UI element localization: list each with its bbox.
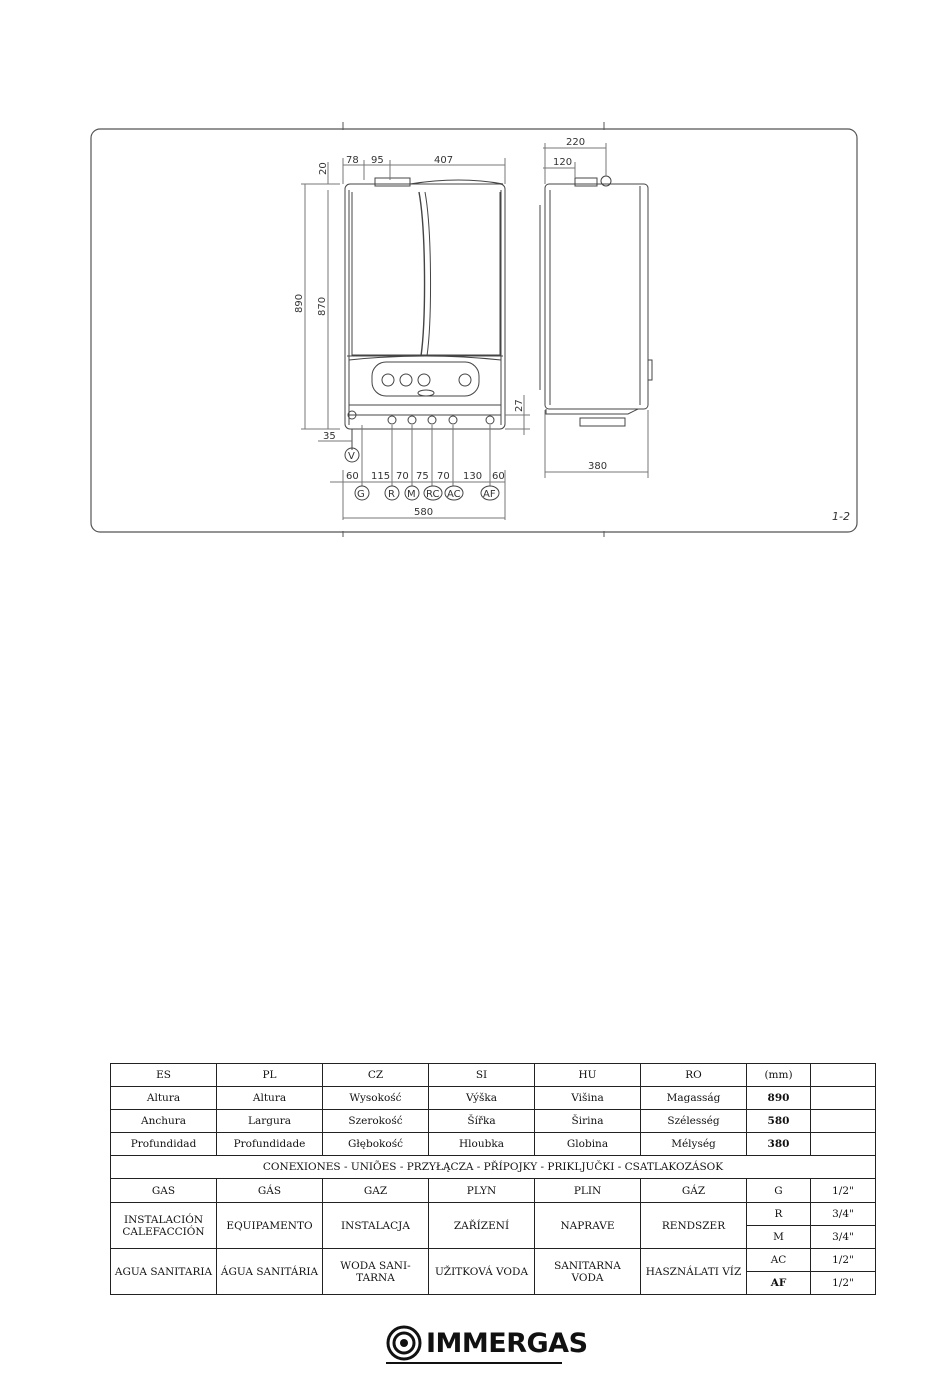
overall-width-580: 580 <box>414 507 434 518</box>
table-cell: Hloubka <box>429 1133 535 1156</box>
side-view <box>540 143 652 478</box>
side-dim-120: 120 <box>553 157 573 168</box>
table-cell: INSTALACIÓN CALEFACCIÓN <box>111 1203 217 1249</box>
header-cell <box>811 1064 876 1087</box>
table-cell: Anchura <box>111 1110 217 1133</box>
spacing-70-b: 70 <box>437 471 450 482</box>
connection-rc: RC <box>426 489 440 500</box>
dim-27: 27 <box>514 399 525 412</box>
dim-35: 35 <box>323 431 336 442</box>
table-cell: Výška <box>429 1087 535 1110</box>
table-cell: Altura <box>111 1087 217 1110</box>
brand-logo <box>386 1325 588 1365</box>
connection-size-cell: 1/2" <box>811 1249 876 1272</box>
connections-title-row <box>111 1156 876 1179</box>
table-cell: HASZNÁLATI VÍZ <box>641 1249 747 1295</box>
dim-407: 407 <box>434 155 454 166</box>
table-cell: Globina <box>535 1133 641 1156</box>
table-cell: NAPRAVE <box>535 1203 641 1249</box>
connection-size-cell: 1/2" <box>811 1272 876 1295</box>
connection-size-cell: 3/4" <box>811 1226 876 1249</box>
table-cell: Magasság <box>641 1087 747 1110</box>
table-cell: Višina <box>535 1087 641 1110</box>
connection-af: AF <box>483 489 496 500</box>
side-dim-220: 220 <box>566 137 586 148</box>
connection-code-cell: AF <box>747 1272 811 1295</box>
dimensions-connections-table <box>110 1063 876 1295</box>
side-depth-380: 380 <box>588 461 608 472</box>
spacing-70-a: 70 <box>396 471 409 482</box>
connection-r: R <box>388 489 395 500</box>
spacing-60-left: 60 <box>346 471 359 482</box>
table-cell: PLIN <box>535 1179 641 1203</box>
logo-underline <box>386 1362 562 1364</box>
table-value-cell: 890 <box>747 1087 811 1110</box>
connection-code-cell: M <box>747 1226 811 1249</box>
connections-title: CONEXIONES - UNIÕES - PRZYŁĄCZA - PŘÍPOJKY - PRIKLJUČKI - CSATLAKOZÁSOK <box>111 1156 876 1179</box>
table-cell: ZAŘÍZENÍ <box>429 1203 535 1249</box>
dim-95: 95 <box>371 155 384 166</box>
table-row <box>111 1087 876 1110</box>
table-cell: Szerokość <box>323 1110 429 1133</box>
table-cell: Wysokość <box>323 1087 429 1110</box>
connection-ac: AC <box>447 489 461 500</box>
table-row <box>111 1133 876 1156</box>
table-header-row <box>111 1064 876 1087</box>
header-cell: PL <box>217 1064 323 1087</box>
table-cell: ÁGUA SANITÁRIA <box>217 1249 323 1295</box>
header-cell: HU <box>535 1064 641 1087</box>
connection-g: G <box>357 489 365 500</box>
table-value-cell: 580 <box>747 1110 811 1133</box>
valve-label-v: V <box>348 451 355 462</box>
table-cell: Szélesség <box>641 1110 747 1133</box>
heating-row <box>111 1203 876 1226</box>
table-cell: GÁZ <box>641 1179 747 1203</box>
table-cell: Profundidade <box>217 1133 323 1156</box>
header-cell: (mm) <box>747 1064 811 1087</box>
spacing-130: 130 <box>463 471 483 482</box>
table-cell: GÁS <box>217 1179 323 1203</box>
table-cell: SANITARNA VODA <box>535 1249 641 1295</box>
table-cell: Šířka <box>429 1110 535 1133</box>
header-cell: CZ <box>323 1064 429 1087</box>
connection-size-cell: 3/4" <box>811 1203 876 1226</box>
connection-code-cell: AC <box>747 1249 811 1272</box>
connection-code-cell: R <box>747 1203 811 1226</box>
table-cell: Profundidad <box>111 1133 217 1156</box>
header-cell: ES <box>111 1064 217 1087</box>
header-cell: RO <box>641 1064 747 1087</box>
figure-label: 1-2 <box>832 510 850 523</box>
table-cell: Širina <box>535 1110 641 1133</box>
table-cell: Mélység <box>641 1133 747 1156</box>
table-cell: WODA SANI-TARNA <box>323 1249 429 1295</box>
header-cell: SI <box>429 1064 535 1087</box>
table-cell: EQUIPAMENTO <box>217 1203 323 1249</box>
brand-wordmark: IMMERGAS <box>426 1328 588 1359</box>
table-cell: Largura <box>217 1110 323 1133</box>
spacing-115: 115 <box>371 471 391 482</box>
table-cell <box>811 1133 876 1156</box>
table-cell: Altura <box>217 1087 323 1110</box>
connection-code-cell: G <box>747 1179 811 1203</box>
dim-20: 20 <box>318 162 329 175</box>
dim-78: 78 <box>346 155 359 166</box>
brand-mark-icon <box>386 1325 422 1361</box>
table-cell: RENDSZER <box>641 1203 747 1249</box>
table-value-cell: 380 <box>747 1133 811 1156</box>
table-cell: INSTALACJA <box>323 1203 429 1249</box>
dimension-drawing <box>0 0 950 560</box>
spacing-75: 75 <box>416 471 429 482</box>
table-cell <box>811 1110 876 1133</box>
spacing-60-right: 60 <box>492 471 505 482</box>
table-cell: UŽITKOVÁ VODA <box>429 1249 535 1295</box>
connection-m: M <box>407 489 416 500</box>
table-row <box>111 1110 876 1133</box>
table-cell: GAS <box>111 1179 217 1203</box>
table-cell: Głębokość <box>323 1133 429 1156</box>
table-cell <box>811 1087 876 1110</box>
sanitary-row <box>111 1249 876 1272</box>
gas-row <box>111 1179 876 1203</box>
connection-size-cell: 1/2" <box>811 1179 876 1203</box>
table-cell: GAZ <box>323 1179 429 1203</box>
table-cell: PLYN <box>429 1179 535 1203</box>
dim-870: 870 <box>317 296 328 316</box>
table-cell: AGUA SANITARIA <box>111 1249 217 1295</box>
dim-890: 890 <box>294 293 305 313</box>
front-view <box>301 158 530 520</box>
